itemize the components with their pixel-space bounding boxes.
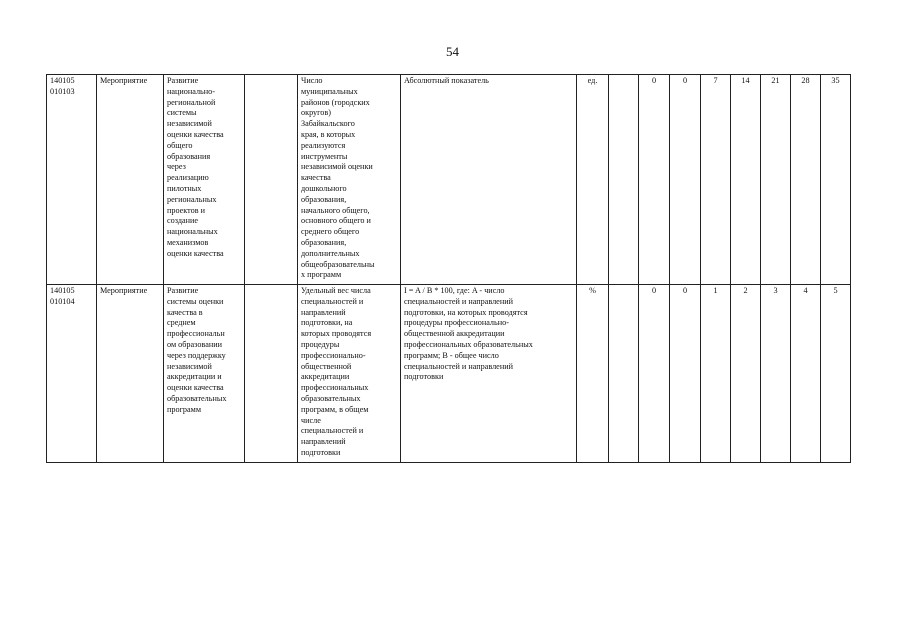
row-type: Мероприятие (97, 285, 164, 463)
row-indicator: Число муниципальных районов (городских округов) Забайкальского края, в которых реализуются инструменты независимой оценки качества дошкольного образования, начального общего, основного общего и среднего общего образования, дополнительных общеобразовательны х программ (298, 75, 401, 285)
row-code: 140105 010104 (47, 285, 97, 463)
row-code: 140105 010103 (47, 75, 97, 285)
row-type: Мероприятие (97, 75, 164, 285)
row-unit: % (577, 285, 609, 463)
row-value: 21 (761, 75, 791, 285)
row-value: 7 (701, 75, 731, 285)
row-indicator: Удельный вес числа специальностей и направлений подготовки, на которых проводятся процедуры профессионально- общественной аккредитации профессиональных образовательных программ, в общем числе специальностей и направлений подготовки (298, 285, 401, 463)
row-value: 2 (731, 285, 761, 463)
row-value: 0 (639, 75, 670, 285)
row-value: 4 (791, 285, 821, 463)
row-value: 0 (639, 285, 670, 463)
row-name: Развитие системы оценки качества в среднем профессиональн ом образовании через поддержку независимой аккредитации и оценки качества образовательных программ (164, 285, 245, 463)
row-value: 5 (821, 285, 851, 463)
row-empty (609, 75, 639, 285)
row-blank (245, 285, 298, 463)
row-value: 0 (670, 285, 701, 463)
row-method: Абсолютный показатель (401, 75, 577, 285)
table-row (47, 285, 851, 463)
page-number: 54 (446, 44, 459, 59)
row-method: I = A / B * 100, где: A - число специальностей и направлений подготовки, на которых проводятся процедуры профессионально- общественной аккредитации профессиональных образовательных программ; B - общее число специальностей и направлений подготовки (401, 285, 577, 463)
row-name: Развитие национально- региональной системы независимой оценки качества общего образования через реализацию пилотных региональных проектов и создание национальных механизмов оценки качества (164, 75, 245, 285)
row-value: 0 (670, 75, 701, 285)
row-value: 14 (731, 75, 761, 285)
indicators-table (46, 74, 851, 463)
table-row (47, 75, 851, 285)
row-value: 1 (701, 285, 731, 463)
row-unit: ед. (577, 75, 609, 285)
row-value: 35 (821, 75, 851, 285)
row-empty (609, 285, 639, 463)
row-blank (245, 75, 298, 285)
row-value: 3 (761, 285, 791, 463)
row-value: 28 (791, 75, 821, 285)
